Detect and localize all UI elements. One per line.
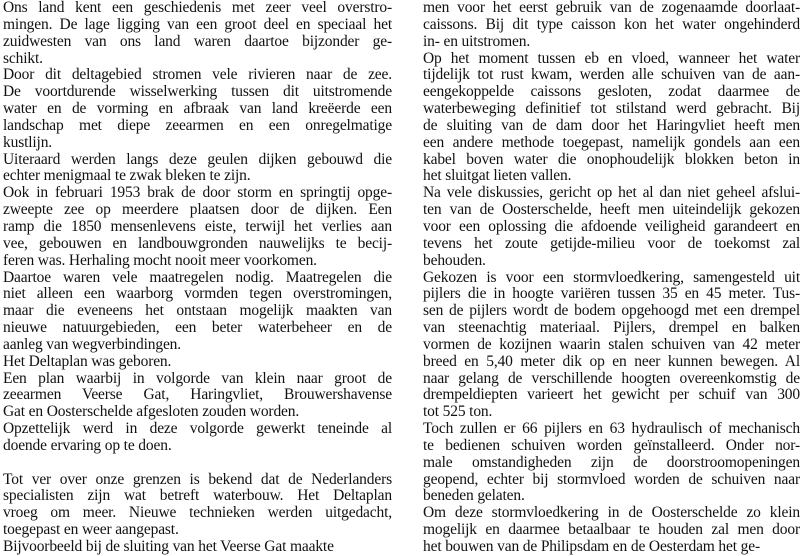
text-line: Opzettelijk werd in deze volgorde gewerkt teneinde al [3,421,392,438]
text-line: van steenachtig materiaal. Pijlers, drempel en balken [423,320,800,337]
text-line: water en de vorming en afbraak van land kreëerde een [3,101,392,118]
text-line: kustlijn. [3,134,53,151]
text-line: kabel boven water die onophoudelijk blokken beton in [423,151,800,168]
text-line: caissons. Bij dit type caisson kon het water ongehinderd [423,16,800,33]
text-line: Om deze stormvloedkering in de Oosterschelde zo klein [423,505,800,522]
text-line: een andere methode toegepast, namelijk gondels aan een [423,134,800,151]
text-line: vee, gebouwen en landbouwgronden nauwelijks te becij- [3,235,392,252]
text-line: Na vele diskussies, gericht op het al dan niet geheel afslui- [423,185,800,202]
text-line: te bedienen schuiven worden geïnstalleerd. Onder nor- [423,437,800,454]
text-line: Op het moment tussen eb en vloed, wanneer het water [423,50,800,67]
text-line: voor een oplossing die afdoende veiligheid garandeert en [423,218,800,235]
text-line: naar gelang de verschillende hoogten overeenkomstig de [423,370,800,387]
text-line: Toch zullen er 66 pijlers en 63 hydraulisch of mechanisch [423,421,800,438]
text-line: aanleg van wegverbindingen. [3,336,182,353]
text-line: landschap met diepe zeearmen en een onregelmatige [3,117,392,134]
text-line: Ook in februari 1953 brak de door storm en springtij opge- [3,185,392,202]
text-line: zeearmen Veerse Gat, Haringvliet, Brouwershavense [3,387,392,404]
text-line: Gekozen is voor een stormvloedkering, samengesteld uit [423,269,800,286]
text-line: De voortdurende wisselwerking tussen dit uitstromende [3,84,392,101]
text-line: breed en 5,40 meter dik op en neer kunnen bewegen. Al [423,353,800,370]
text-line: Door dit deltagebied stromen vele rivieren naar de zee. [3,67,392,84]
text-line: Een plan waarbij in volgorde van klein naar groot de [3,370,392,387]
text-line: het bouwen van de Philipsdam en de Oesterdam het ge- [423,539,760,555]
text-line: ramp die 1850 mensenlevens eiste, terwijl het verlies aan [3,218,392,235]
text-line: specialisten zijn wat betreft waterbouw. Het Deltaplan [3,488,392,505]
text-line: de sluiting van de dam door het Haringvliet heeft men [423,117,800,134]
text-line: geopend, echter bij stormvloed worden de schuiven naar [423,471,800,488]
text-line: men voor het eerst gebruik van de zogenaamde doorlaat- [423,0,800,16]
text-line: vroeg om meer. Nieuwe technieken werden uitgedacht, [3,505,392,522]
text-line: mogelijk en daarmee betaalbaar te houden zal men door [423,522,800,539]
text-line: in- en uitstromen. [423,33,531,50]
text-line: zweepte zee op meerdere plaatsen door de dijken. Een [3,202,392,219]
text-line: pijlers die in hoogte variëren tussen 35 en 45 meter. Tus- [423,286,800,303]
text-line: eengekoppelde caissons gesloten, zodat daarmee de [423,84,800,101]
text-line: sen de pijlers wordt de bodem opgehoogd met een drempel [423,303,800,320]
text-line: het sluitgat lieten vallen. [423,168,572,185]
text-line: male omstandigheden zijn de doorstroomopeningen [423,454,800,471]
text-line: schikt. [3,50,43,67]
text-line: toegepast en weer aangepast. [3,522,179,539]
paragraph-gap [3,455,392,472]
text-line: Ons land kent een geschiedenis met zeer veel overstro- [3,0,392,16]
text-line: Gat en Oosterschelde afgesloten zouden worden. [3,404,300,421]
text-line: Bijvoorbeeld bij de sluiting van het Veerse Gat maakte [3,539,334,555]
text-line: maar die eveneens het ontstaan mogelijk maakten van [3,303,392,320]
text-line: tijdelijk tot rust kwam, werden alle schuiven van de aan- [423,67,800,84]
text-line: beneden gelaten. [423,488,525,505]
text-line: mingen. De lage ligging van een groot deel en speciaal het [3,16,392,33]
right-text-column [423,0,800,556]
text-line: ten van de Oosterschelde, heeft men uiteindelijk gekozen [423,202,800,219]
text-line: Tot ver over onze grenzen is bekend dat de Nederlanders [3,471,392,488]
left-text-column [3,0,392,556]
text-line: drempeldiepten varieert het gewicht per schuif van 300 [423,387,800,404]
text-line: Daartoe waren vele maatregelen nodig. Maatregelen die [3,269,392,286]
text-line: echter menigmaal te zwak bleken te zijn. [3,168,251,185]
text-line: feren was. Herhaling mocht nooit meer voorkomen. [3,252,317,269]
text-line: zuidwesten van ons land waren daartoe bijzonder ge- [3,33,392,50]
text-line: vormen de kozijnen waarin stalen schuiven van 42 meter [423,336,800,353]
text-line: nieuwe natuurgebieden, een beter waterbeheer en de [3,320,392,337]
text-line: tot 525 ton. [423,404,493,421]
text-line: Uiteraard werden langs deze geulen dijken gebouwd die [3,151,392,168]
text-line: Het Deltaplan was geboren. [3,353,172,370]
text-line: niet alleen een waarborg vormden tegen overstromingen, [3,286,392,303]
text-line: waterbeweging definitief tot stilstand werd gebracht. Bij [423,101,800,118]
text-line: behouden. [423,252,486,269]
text-line: tevens het zoute getijde-milieu voor de toekomst zal [423,235,800,252]
text-line: doende ervaring op te doen. [3,437,172,454]
